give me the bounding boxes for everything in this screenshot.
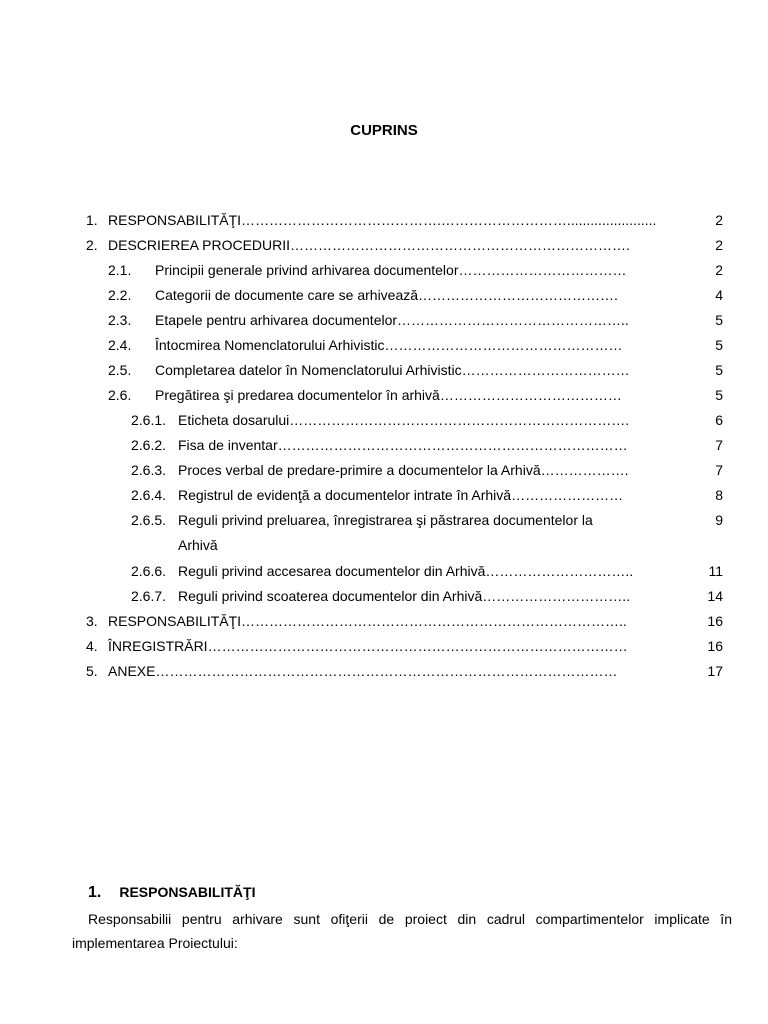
toc-entry[interactable] [0, 258, 768, 283]
toc-entry-number: 2.5. [108, 362, 132, 378]
toc-entry-number: 2.6.3. [131, 462, 167, 478]
toc-entry[interactable] [0, 358, 768, 383]
toc-entry-page: 17 [707, 663, 723, 679]
toc-entry[interactable] [0, 659, 768, 684]
section-heading [88, 884, 255, 902]
toc-entry-number: 2.6.2. [131, 437, 167, 453]
toc-entry[interactable] [0, 283, 768, 308]
toc-entry[interactable] [0, 308, 768, 333]
toc-entry-number: 2.6.5. [131, 512, 167, 528]
toc-entry-page: 5 [715, 362, 723, 378]
toc-entry-page: 7 [715, 437, 723, 453]
toc-entry-page: 2 [715, 237, 723, 253]
toc-entry[interactable] [0, 559, 768, 584]
toc-entry-text: Registrul de evidenţă a documentelor intrate în Arhivă…………………… [178, 487, 624, 503]
toc-entry-page: 14 [707, 588, 723, 604]
toc-entry[interactable] [0, 483, 768, 508]
toc-entry-text: Fisa de inventar………………………………………………………………… [178, 437, 628, 453]
toc-entry[interactable] [0, 458, 768, 483]
toc-entry-number: 2.6.6. [131, 563, 167, 579]
toc-entry-page: 2 [715, 212, 723, 228]
toc-entry-page: 4 [715, 287, 723, 303]
section-paragraph: Responsabilii pentru arhivare sunt ofiţerii de proiect din cadrul compartimentelor implicate în implementarea Proiectului: [72, 911, 732, 951]
toc-entry[interactable] [0, 383, 768, 408]
toc-entry-number: 2.1. [108, 262, 132, 278]
toc-entry-page: 8 [715, 487, 723, 503]
toc-entry-text: ÎNREGISTRĂRI……………………………………………………………………………… [108, 638, 628, 654]
toc-entry-text: Eticheta dosarului………………………………………………………………. [178, 412, 630, 428]
toc-entry-text: RESPONSABILITĂŢI……………………………………………………………………….. [108, 613, 627, 629]
toc-entry-text: Reguli privind preluarea, înregistrarea şi păstrarea documentelor la [178, 512, 593, 528]
toc-entry-page: 5 [715, 337, 723, 353]
toc-entry-number: 2.2. [108, 287, 132, 303]
toc-entry[interactable] [0, 233, 768, 258]
toc-entry[interactable] [0, 584, 768, 609]
toc-entry[interactable] [0, 508, 768, 558]
toc-entry-number: 2.6. [108, 387, 132, 403]
section-number: 1. [88, 884, 102, 901]
toc-entry-page: 16 [707, 613, 723, 629]
toc-entry-number: 2.3. [108, 312, 132, 328]
toc-entry[interactable] [0, 208, 768, 233]
toc-title: CUPRINS [350, 122, 418, 139]
toc-entry[interactable] [0, 609, 768, 634]
toc-entry[interactable] [0, 408, 768, 433]
toc-entry-text: Întocmirea Nomenclatorului Arhivistic…………………………………………… [155, 337, 623, 353]
toc-entry-page: 9 [715, 512, 723, 528]
toc-entry-text: Etapele pentru arhivarea documentelor………………………………………….. [155, 312, 629, 328]
toc-entry[interactable] [0, 333, 768, 358]
toc-entry-number: 2.6.7. [131, 588, 167, 604]
toc-entry-text: Reguli privind accesarea documentelor din Arhivă………………………….. [178, 563, 634, 579]
toc-entry-number: 2.6.4. [131, 487, 167, 503]
toc-entry-number: 1. [86, 212, 98, 228]
toc-entry-number: 3. [86, 613, 98, 629]
toc-entry-text: Reguli privind scoaterea documentelor din Arhivă………………………….. [178, 588, 631, 604]
toc-entry-page: 16 [707, 638, 723, 654]
toc-entry-number: 2.6.1. [131, 412, 167, 428]
toc-entry-number: 5. [86, 663, 98, 679]
toc-entry-number: 2. [86, 237, 98, 253]
toc-entry[interactable] [0, 433, 768, 458]
toc-entry-number: 2.4. [108, 337, 132, 353]
toc-entry-page: 5 [715, 312, 723, 328]
toc-entry-text: Principii generale privind arhivarea documentelor……………………………… [155, 262, 627, 278]
toc-entry-text-continued: Arhivă [178, 537, 218, 553]
toc-entry-text: Completarea datelor în Nomenclatorului Arhivistic……………………………… [155, 362, 630, 378]
toc-entry-number: 4. [86, 638, 98, 654]
toc-entry-text: Categorii de documente care se arhivează……………………………………. [155, 287, 618, 303]
toc-entry-text: Pregătirea şi predarea documentelor în arhivă………………………………… [155, 387, 622, 403]
toc-entry-text: Proces verbal de predare-primire a documentelor la Arhivă………………. [178, 462, 629, 478]
toc-entry-page: 7 [715, 462, 723, 478]
section-title: RESPONSABILITĂŢI [119, 884, 256, 900]
toc-entry-page: 2 [715, 262, 723, 278]
toc-entry-page: 5 [715, 387, 723, 403]
toc-entry-text: DESCRIEREA PROCEDURII………………………………………………………………. [108, 237, 630, 253]
toc-entry[interactable] [0, 634, 768, 659]
toc-entry-text: ANEXE……………………………………………………………………………………… [108, 663, 618, 679]
toc-entry-page: 11 [708, 563, 723, 579]
toc-entry-page: 6 [715, 412, 723, 428]
toc-entry-text: RESPONSABILITĂŢI…………………………………….………………………....................... [108, 212, 657, 228]
